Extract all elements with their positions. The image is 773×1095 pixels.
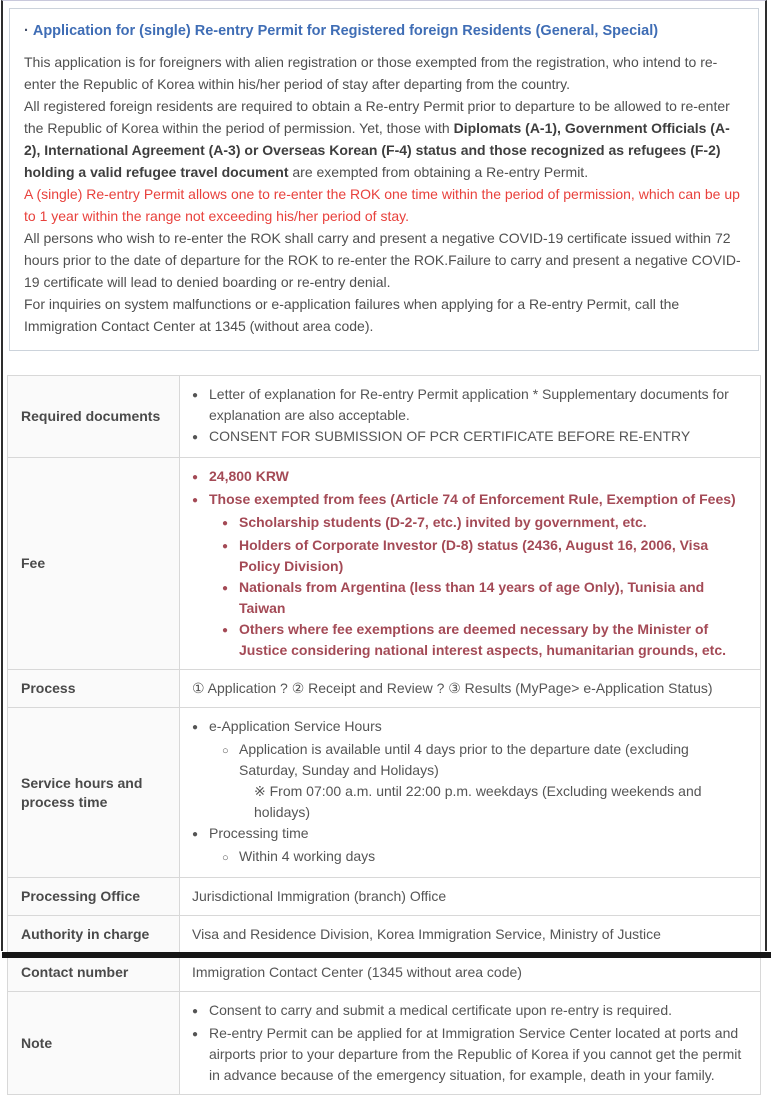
content-line-text: Letter of explanation for Re-entry Permit application * Supplementary documents for explanation are also acceptable. xyxy=(209,386,729,423)
content-line xyxy=(192,924,748,945)
row-content xyxy=(180,708,761,878)
content-line xyxy=(192,1023,748,1086)
content-line xyxy=(192,619,748,661)
content-line xyxy=(192,384,748,426)
content-line-text: Consent to carry and submit a medical certificate upon re-entry is required. xyxy=(209,1002,672,1018)
content-line-text: Processing time xyxy=(209,825,309,841)
intro-text-run: Diplomats (A-1), Government Officials (A-2), International Agreement (A-3) or Overseas Korean (F-4) status and those recognized as refugees (F-2) holding a valid refugee travel document xyxy=(24,120,730,180)
row-label: Required documents xyxy=(8,376,180,458)
content-line xyxy=(192,781,748,823)
content-line-text: Holders of Corporate Investor (D-8) status (2436, August 16, 2006, Visa Policy Division) xyxy=(239,537,709,574)
page-title-text: Application for (single) Re-entry Permit for Registered foreign Residents (General, Special) xyxy=(32,23,659,39)
row-label: Authority in charge xyxy=(8,916,180,954)
content-line xyxy=(192,886,748,907)
intro-paragraph xyxy=(24,293,744,337)
row-label: Process xyxy=(8,670,180,708)
info-table-body xyxy=(8,376,761,1095)
table-row xyxy=(8,954,761,992)
table-row xyxy=(8,916,761,954)
bullet-icon: ● xyxy=(192,495,199,506)
table-row xyxy=(8,670,761,708)
intro-paragraph xyxy=(24,227,744,293)
intro-text-run: All registered foreign residents are required to obtain a Re-entry Permit prior to departure to be allowed to re-enter the Republic of Korea within the period of permission. Yet, those with xyxy=(24,98,730,136)
content-line xyxy=(192,1000,748,1023)
table-row xyxy=(8,878,761,916)
bullet-icon: ● xyxy=(192,829,199,840)
content-line-text: Application is available until 4 days prior to the departure date (excluding Saturday, Sunday and Holidays) xyxy=(239,741,689,778)
content-line-text: CONSENT FOR SUBMISSION OF PCR CERTIFICATE BEFORE RE-ENTRY xyxy=(209,428,691,444)
content-line xyxy=(192,577,748,619)
content-line-text: Immigration Contact Center (1345 without area code) xyxy=(192,964,522,980)
content-line-text: Scholarship students (D-2-7, etc.) invited by government, etc. xyxy=(239,514,647,530)
content-line xyxy=(192,846,748,869)
row-content xyxy=(180,916,761,954)
table-row xyxy=(8,992,761,1095)
content-line xyxy=(192,426,748,449)
content-line xyxy=(192,512,748,535)
content-line-text: Those exempted from fees (Article 74 of Enforcement Rule, Exemption of Fees) xyxy=(209,491,736,507)
bullet-icon: ● xyxy=(192,390,199,401)
row-label: Fee xyxy=(8,458,180,670)
circle-bullet-icon: ○ xyxy=(222,852,229,864)
bullet-icon: ● xyxy=(222,583,229,594)
intro-text-run: A (single) Re-entry Permit allows one to re-enter the ROK one time within the period of permission, which can be up to 1 year within the range not exceeding his/her period of stay. xyxy=(24,186,740,224)
content-line xyxy=(192,823,748,846)
row-label: Note xyxy=(8,992,180,1095)
row-content xyxy=(180,954,761,992)
table-row xyxy=(8,376,761,458)
bullet-icon: ● xyxy=(192,432,199,443)
content-line-text: e-Application Service Hours xyxy=(209,718,382,734)
content-line xyxy=(192,466,748,489)
content-line-text: 24,800 KRW xyxy=(209,468,289,484)
intro-paragraph xyxy=(24,183,744,227)
intro-text-run: are exempted from obtaining a Re-entry Permit. xyxy=(288,164,589,180)
content-line xyxy=(192,739,748,781)
content-frame xyxy=(1,0,767,1083)
row-label: Contact number xyxy=(8,954,180,992)
bullet-icon: ● xyxy=(192,472,199,483)
content-line-text: Within 4 working days xyxy=(239,848,376,864)
bullet-icon: ● xyxy=(192,722,199,733)
intro-text-run: All persons who wish to re-enter the ROK shall carry and present a negative COVID-19 certificate issued within 72 hours prior to the date of departure for the ROK to re-enter the ROK.Failure to carry and present a negative COVID-19 certificate will lead to denied boarding or re-entry denial. xyxy=(24,230,741,290)
row-content xyxy=(180,878,761,916)
row-content xyxy=(180,670,761,708)
intro-text-run: For inquiries on system malfunctions or e-application failures when applying for a Re-entry Permit, call the Immigration Contact Center at 1345 (without area code). xyxy=(24,296,680,334)
row-content xyxy=(180,992,761,1095)
bullet-icon: ● xyxy=(192,1006,199,1017)
content-line-text: Nationals from Argentina (less than 14 years of age Only), Tunisia and Taiwan xyxy=(239,579,705,616)
content-line-text: Jurisdictional Immigration (branch) Office xyxy=(192,888,447,904)
content-line-text: Others where fee exemptions are deemed necessary by the Minister of Justice considering national interest aspects, humanitarian grounds, etc. xyxy=(239,621,727,658)
bullet-icon: ● xyxy=(222,625,229,636)
content-line-text: Visa and Residence Division, Korea Immigration Service, Ministry of Justice xyxy=(192,926,661,942)
table-row xyxy=(8,708,761,878)
circle-bullet-icon: ○ xyxy=(222,745,229,757)
content-line xyxy=(192,535,748,577)
table-row xyxy=(8,458,761,670)
title-bullet-icon: · xyxy=(24,23,29,39)
intro-box xyxy=(9,8,759,351)
intro-paragraph xyxy=(24,51,744,95)
content-line-text: ① Application ? ② Receipt and Review ? ③ Results (MyPage> e-Application Status) xyxy=(192,680,713,696)
content-line-text: Re-entry Permit can be applied for at Immigration Service Center located at ports and airports prior to your departure from the Republic of Korea if you cannot get the permit in advance because of the emergency situation, for example, death in your family. xyxy=(209,1025,742,1083)
info-table xyxy=(7,375,761,1095)
row-content xyxy=(180,376,761,458)
content-line-text: ※ From 07:00 a.m. until 22:00 p.m. weekdays (Excluding weekends and holidays) xyxy=(254,783,702,820)
content-line xyxy=(192,489,748,512)
page-title xyxy=(24,20,744,42)
intro-text-run: This application is for foreigners with alien registration or those exempted from the registration, who intend to re-enter the Republic of Korea within his/her period of stay after departing from the country. xyxy=(24,54,718,92)
bullet-icon: ● xyxy=(222,541,229,552)
bullet-icon: ● xyxy=(222,518,229,529)
bottom-border-bar xyxy=(2,952,771,958)
intro-paragraph xyxy=(24,95,744,183)
row-label: Processing Office xyxy=(8,878,180,916)
content-line xyxy=(192,716,748,739)
content-line xyxy=(192,678,748,699)
row-content xyxy=(180,458,761,670)
intro-paragraphs xyxy=(24,51,744,337)
content-line xyxy=(192,962,748,983)
bullet-icon: ● xyxy=(192,1029,199,1040)
row-label: Service hours and process time xyxy=(8,708,180,878)
